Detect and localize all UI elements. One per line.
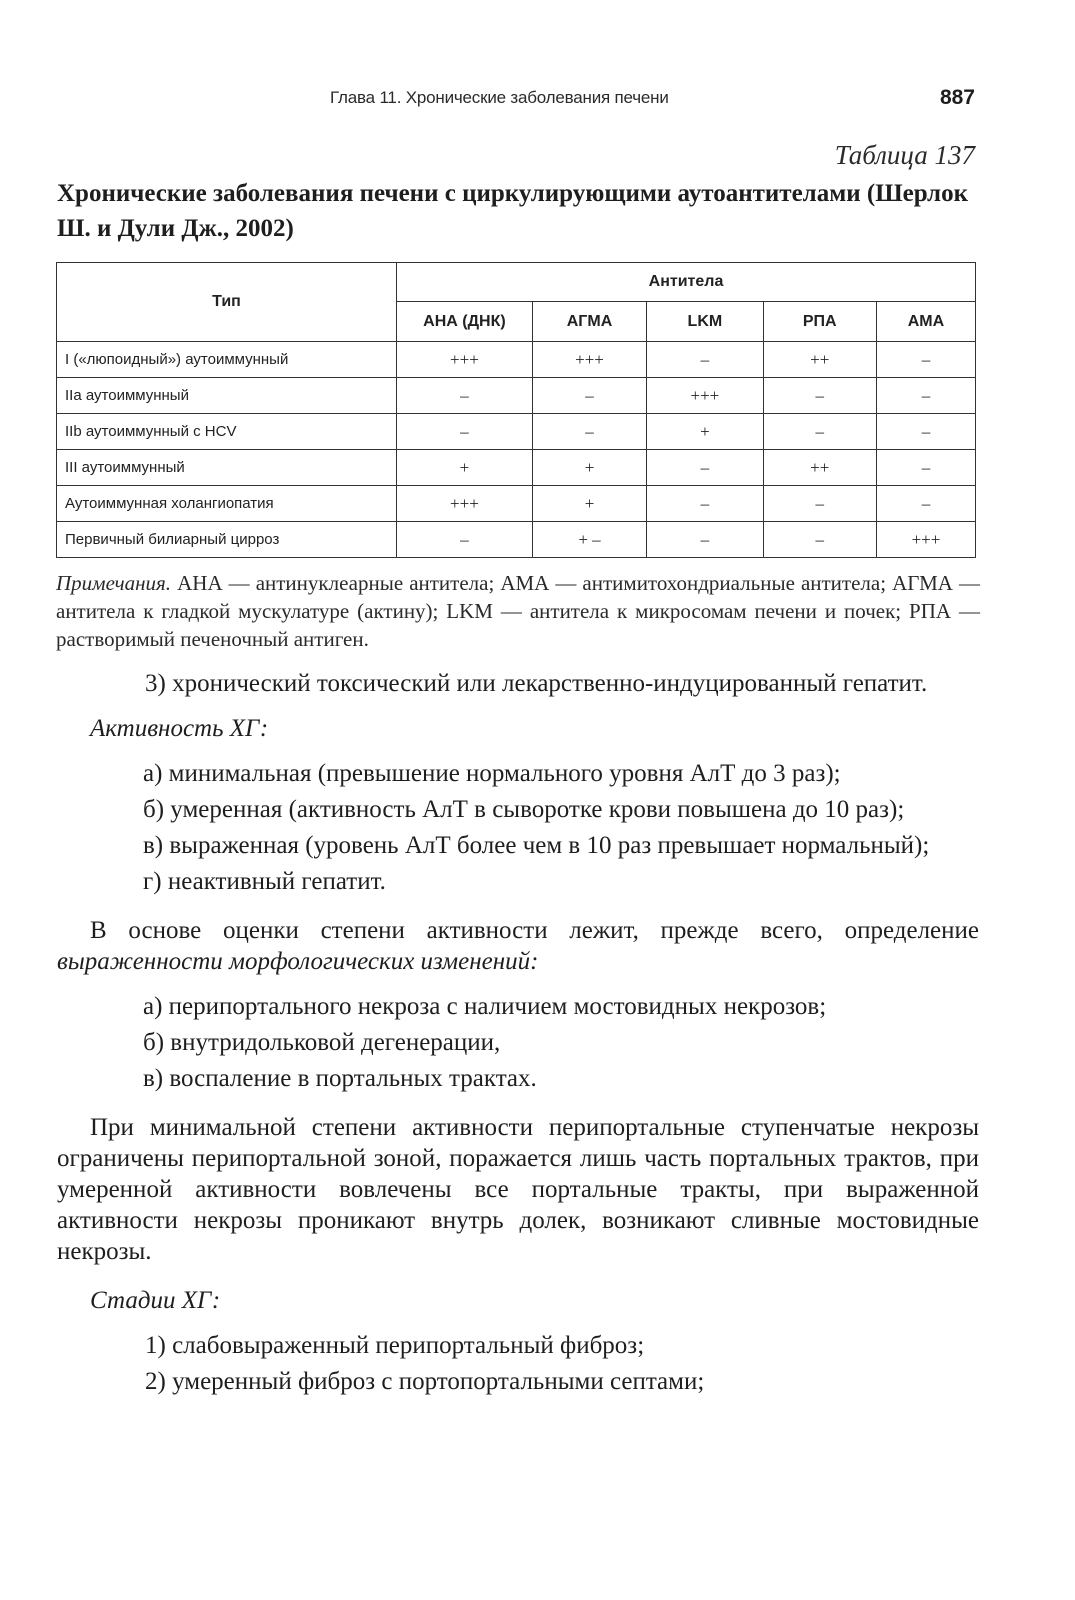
basis-italic: выраженности морфологических изменений: [57,948,539,975]
list-item: 3) хронический токсический или лекарственно-индуцированный гепатит. [145,670,928,697]
table-row [57,450,976,486]
cell-value: ++ [763,450,876,486]
cell-value: + [397,450,533,486]
cell-value: – [647,522,763,558]
notes-label: Примечания. [56,571,172,595]
cell-value: – [647,342,763,378]
cell-value: – [876,450,975,486]
row-type: IIb аутоиммунный с HCV [57,414,397,450]
paragraph-activity: При минимальной степени активности перипортальные ступенчатые некрозы ограничены перипортальной зоной, поражается лишь часть портальных трактов, при умеренной активности вовлечены все портальные тракты, при выраженной активности некрозы проникают внутрь долек, возникают сливные мостовидные некрозы. [57,1114,979,1265]
cell-value: – [397,378,533,414]
column-header-ama: АМА [876,302,975,342]
column-header-ana: АНА (ДНК) [397,302,533,342]
cell-value: – [647,486,763,522]
cell-value: – [763,486,876,522]
list-item: 1) слабовыраженный перипортальный фиброз; [145,1332,645,1359]
list-item: г) неактивный гепатит. [143,868,386,895]
table-row [57,378,976,414]
list-item: в) воспаление в портальных трактах. [143,1065,537,1092]
row-type: I («люпоидный») аутоиммунный [57,342,397,378]
row-type: Аутоиммунная холангиопатия [57,486,397,522]
list-item: б) умеренная (активность АлТ в сыворотке крови повышена до 10 раз); [143,796,905,823]
cell-value: – [763,522,876,558]
activity-heading: Активность ХГ: [90,715,269,742]
cell-value: – [876,486,975,522]
cell-value: + – [532,522,646,558]
table-row [57,486,976,522]
cell-value: – [763,414,876,450]
table-label: Таблица 137 [834,140,975,170]
cell-value: – [532,414,646,450]
stages-heading: Стадии ХГ: [90,1287,221,1314]
row-type: III аутоиммунный [57,450,397,486]
table-row [57,342,976,378]
paragraph-basis [57,915,979,977]
cell-value: – [763,378,876,414]
cell-value: – [876,414,975,450]
cell-value: – [532,378,646,414]
table-title: Хронические заболевания печени с циркулирующими аутоантителами (Шерлок Ш. и Дули Дж., 2002) [57,180,968,242]
basis-text: В основе оценки степени активности лежит, прежде всего, определение [90,917,979,944]
column-header-type: Тип [57,263,397,342]
running-header: Глава 11. Хронические заболевания печени [330,88,669,107]
column-header-antibodies: Антитела [397,263,976,302]
list-item: в) выраженная (уровень АлТ более чем в 10 раз превышает нормальный); [143,832,930,859]
list-item: а) перипортального некроза с наличием мостовидных некрозов; [143,993,827,1020]
cell-value: + [647,414,763,450]
table-header-row [57,263,976,302]
cell-value: – [397,522,533,558]
list-item: 2) умеренный фиброз с портопортальными септами; [145,1368,705,1395]
notes-text: АНА — антинуклеарные антитела; АМА — антимитохондриальные антитела; АГМА — антитела к гладкой мускулатуре (актину); LKM — антитела к микросомам печени и почек; РПА — растворимый печеночный антиген. [56,571,981,651]
antibody-table [56,262,976,558]
cell-value: +++ [647,378,763,414]
cell-value: – [647,450,763,486]
table-row [57,522,976,558]
table-notes [56,569,980,653]
cell-value: – [876,342,975,378]
column-header-lkm: LKM [647,302,763,342]
cell-value: – [397,414,533,450]
table-row [57,414,976,450]
cell-value: + [532,450,646,486]
column-header-agma: АГМА [532,302,646,342]
page-number: 887 [939,86,975,109]
row-type: IIa аутоиммунный [57,378,397,414]
body-text [57,668,979,1397]
list-item: б) внутридольковой дегенерации, [143,1029,501,1056]
column-header-rpa: РПА [763,302,876,342]
list-item: а) минимальная (превышение нормального уровня АлТ до 3 раз); [143,760,841,787]
cell-value: +++ [397,486,533,522]
cell-value: +++ [397,342,533,378]
cell-value: + [532,486,646,522]
row-type: Первичный билиарный цирроз [57,522,397,558]
cell-value: +++ [876,522,975,558]
cell-value: – [876,378,975,414]
cell-value: ++ [763,342,876,378]
cell-value: +++ [532,342,646,378]
